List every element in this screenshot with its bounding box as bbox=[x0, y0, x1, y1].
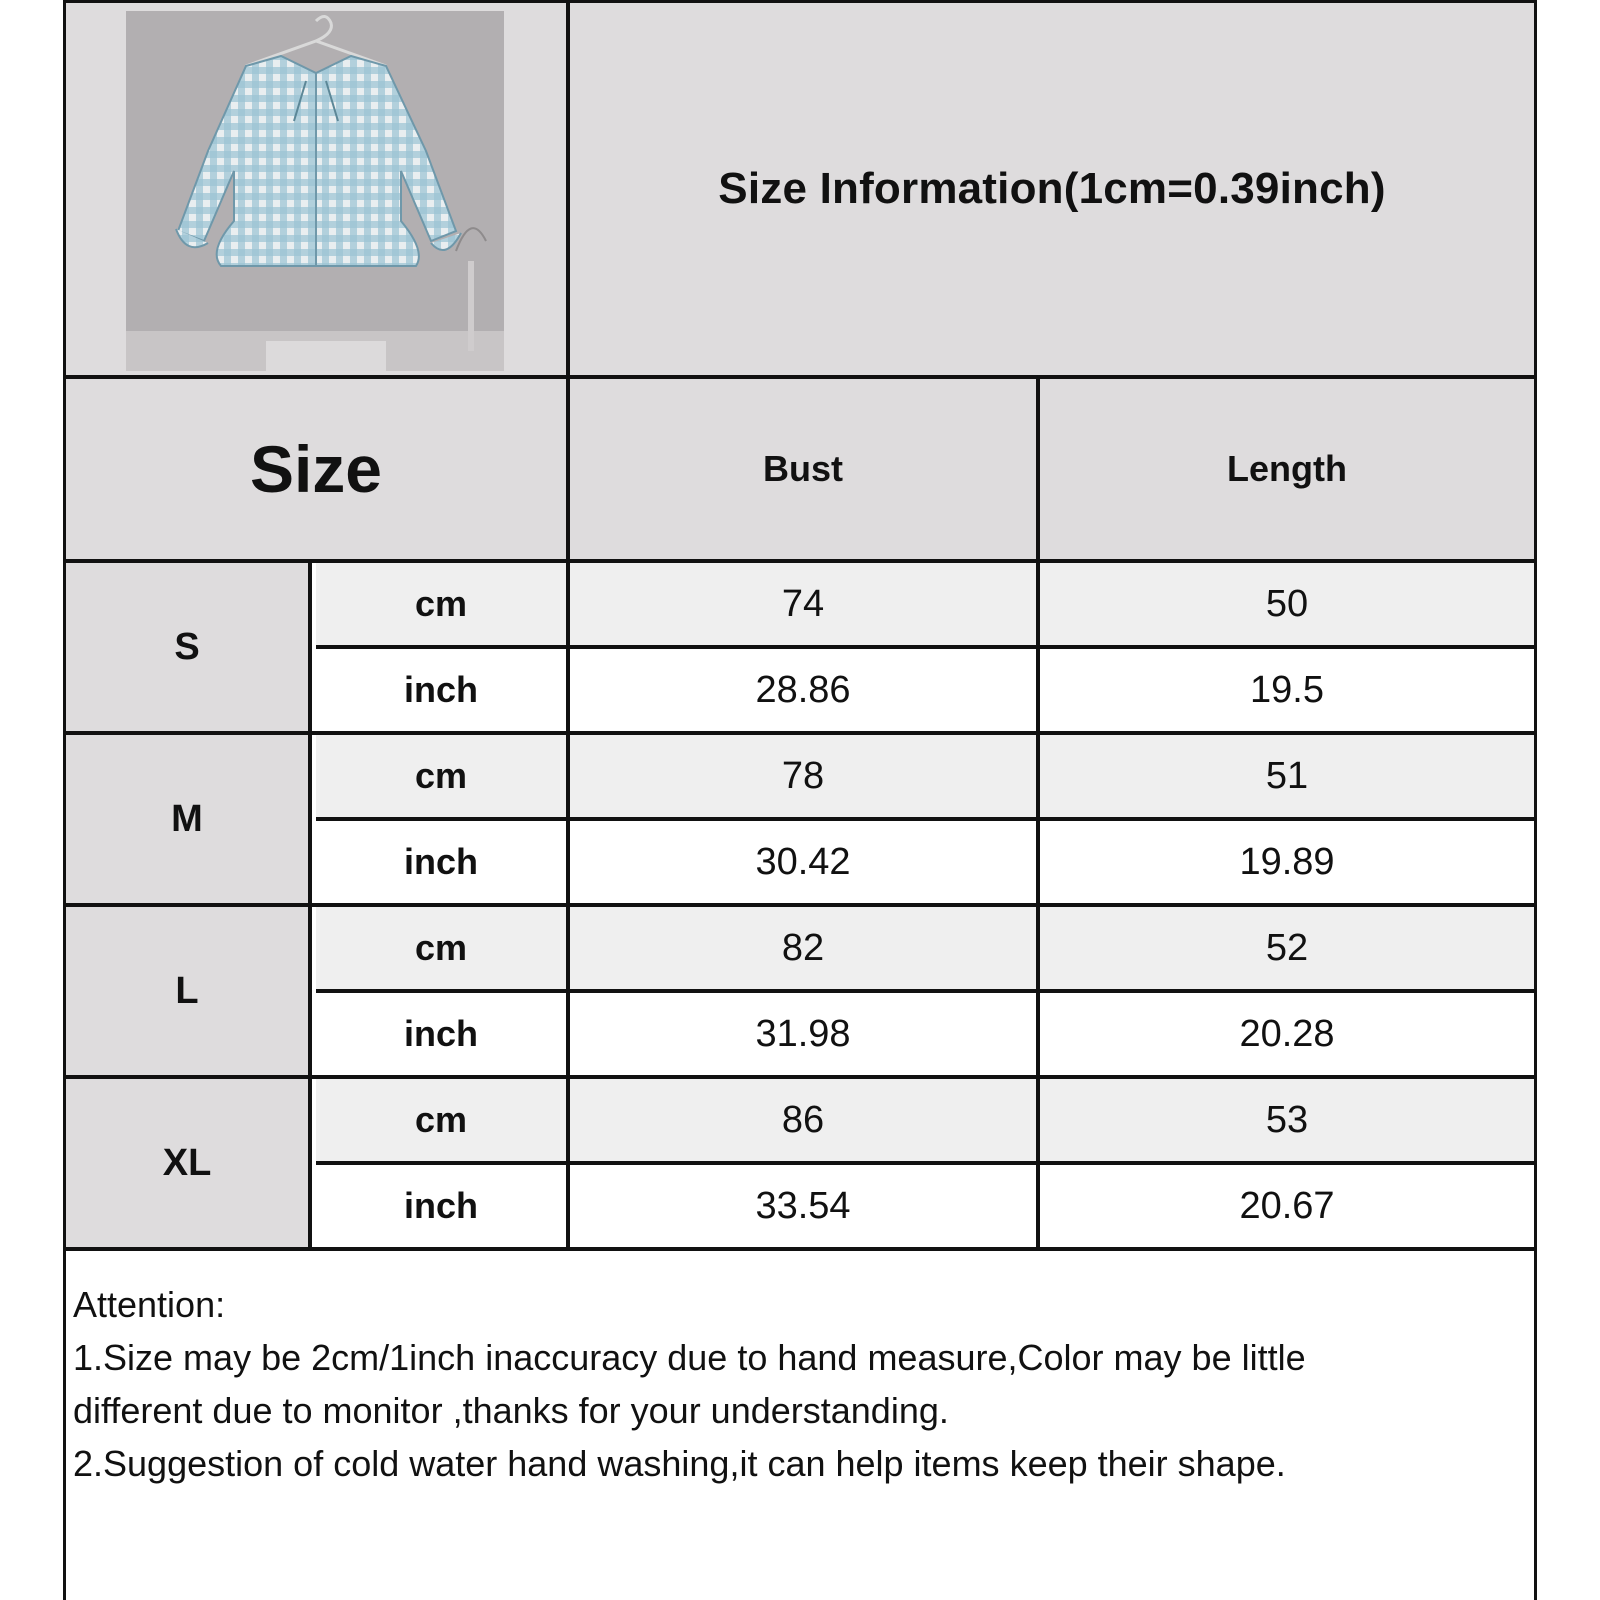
unit-label: inch bbox=[403, 1185, 478, 1226]
unit-cell bbox=[316, 1079, 566, 1161]
table-cell bbox=[1040, 563, 1534, 645]
notes-line: 2.Suggestion of cold water hand washing,it can help items keep their shape. bbox=[73, 1443, 1286, 1484]
table-cell bbox=[570, 821, 1036, 903]
table-cell bbox=[570, 907, 1036, 989]
product-photo-cell bbox=[66, 3, 566, 375]
attention-notes bbox=[69, 1278, 1531, 1490]
page-title: Size Information(1cm=0.39inch) bbox=[718, 164, 1386, 213]
size-header: Size bbox=[249, 432, 383, 506]
table-cell bbox=[570, 993, 1036, 1075]
length-value: 51 bbox=[1265, 754, 1309, 797]
length-value: 20.28 bbox=[1239, 1012, 1335, 1055]
bust-value: 33.54 bbox=[755, 1184, 851, 1227]
size-header-cell bbox=[66, 379, 566, 559]
title-cell bbox=[570, 3, 1534, 375]
bust-value: 31.98 bbox=[755, 1012, 851, 1055]
table-cell bbox=[1040, 1079, 1534, 1161]
unit-label: cm bbox=[414, 583, 468, 624]
column-header-length: Length bbox=[1227, 448, 1347, 489]
size-label-cell bbox=[66, 735, 312, 903]
bust-value: 28.86 bbox=[755, 668, 851, 711]
table-cell bbox=[570, 1165, 1036, 1247]
unit-cell bbox=[316, 907, 566, 989]
table-cell bbox=[1040, 1165, 1534, 1247]
unit-label: cm bbox=[414, 755, 468, 796]
length-header-cell bbox=[1040, 379, 1534, 559]
table-cell bbox=[1040, 649, 1534, 731]
unit-label: inch bbox=[403, 669, 478, 710]
size-label: L bbox=[175, 969, 199, 1012]
column-header-bust: Bust bbox=[763, 448, 843, 489]
notes-line: different due to monitor ,thanks for your understanding. bbox=[73, 1390, 949, 1431]
size-label-cell bbox=[66, 907, 312, 1075]
size-label: S bbox=[174, 625, 200, 668]
notes-line: 1.Size may be 2cm/1inch inaccuracy due to hand measure,Color may be little bbox=[73, 1337, 1306, 1378]
length-value: 50 bbox=[1265, 582, 1309, 625]
table-cell bbox=[1040, 993, 1534, 1075]
size-label-cell bbox=[66, 1079, 312, 1247]
unit-cell bbox=[316, 735, 566, 817]
bust-value: 74 bbox=[781, 582, 825, 625]
table-cell bbox=[1040, 735, 1534, 817]
unit-cell bbox=[316, 821, 566, 903]
blouse-photo-icon bbox=[126, 11, 504, 371]
unit-cell bbox=[316, 1165, 566, 1247]
table-cell bbox=[570, 563, 1036, 645]
table-cell bbox=[570, 1079, 1036, 1161]
size-label-cell bbox=[66, 563, 312, 731]
size-label: M bbox=[171, 797, 203, 840]
bust-value: 78 bbox=[781, 754, 825, 797]
length-value: 52 bbox=[1265, 926, 1309, 969]
bust-value: 86 bbox=[781, 1098, 825, 1141]
length-value: 53 bbox=[1265, 1098, 1309, 1141]
unit-cell bbox=[316, 563, 566, 645]
unit-cell bbox=[316, 993, 566, 1075]
divider bbox=[66, 1247, 1534, 1251]
table-cell bbox=[570, 649, 1036, 731]
table-cell bbox=[570, 735, 1036, 817]
size-chart bbox=[63, 0, 1537, 1600]
unit-label: inch bbox=[403, 1013, 478, 1054]
unit-cell bbox=[316, 649, 566, 731]
unit-label: inch bbox=[403, 841, 478, 882]
size-label: XL bbox=[162, 1141, 212, 1184]
bust-value: 82 bbox=[781, 926, 825, 969]
table-cell bbox=[1040, 821, 1534, 903]
bust-value: 30.42 bbox=[755, 840, 851, 883]
length-value: 20.67 bbox=[1239, 1184, 1335, 1227]
unit-label: cm bbox=[414, 1099, 468, 1140]
length-value: 19.5 bbox=[1250, 668, 1324, 711]
notes-heading: Attention: bbox=[73, 1284, 226, 1325]
length-value: 19.89 bbox=[1239, 840, 1335, 883]
table-cell bbox=[1040, 907, 1534, 989]
unit-label: cm bbox=[414, 927, 468, 968]
bust-header-cell bbox=[570, 379, 1036, 559]
